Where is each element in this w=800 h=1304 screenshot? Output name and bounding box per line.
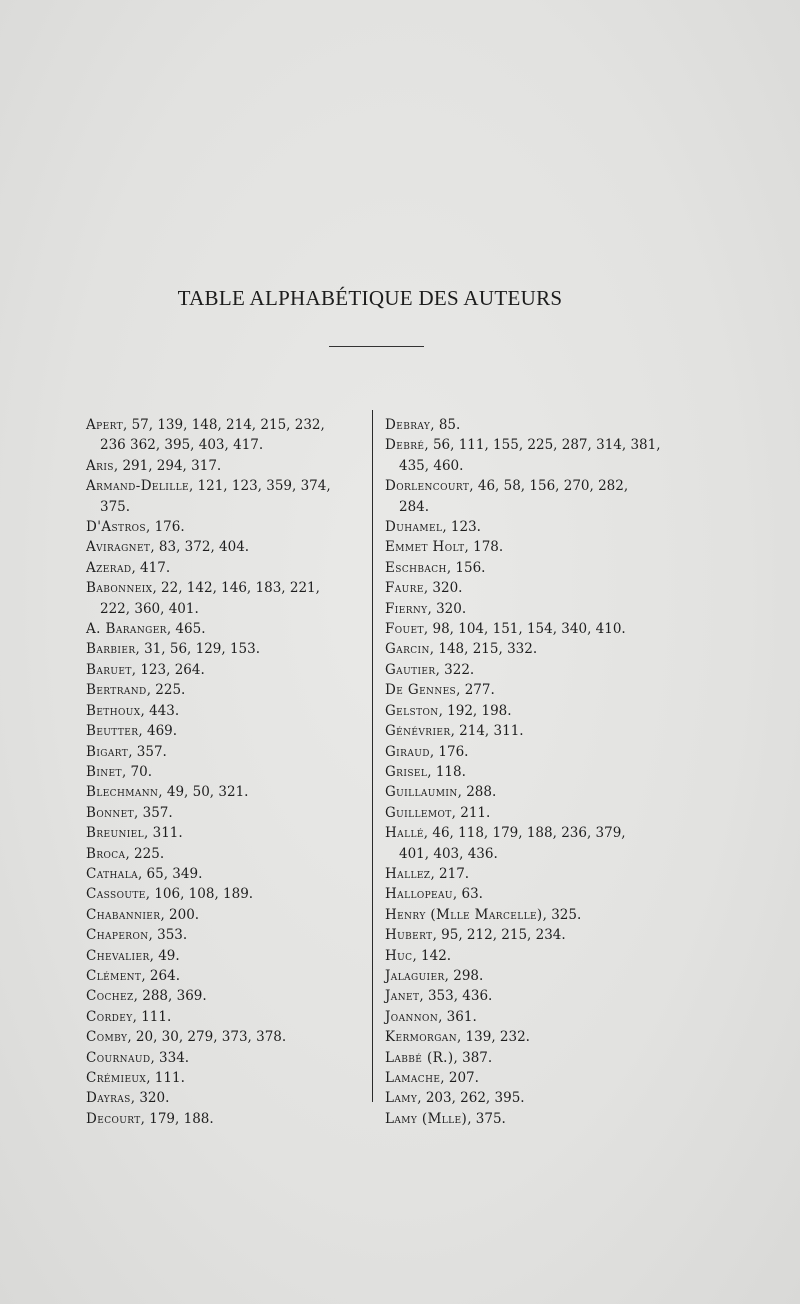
index-entry: [86, 823, 371, 843]
author-name: Aris: [86, 457, 114, 474]
page-refs: , 264.: [141, 967, 180, 984]
author-name: Jalaguier: [385, 967, 445, 984]
index-entry: [86, 517, 371, 537]
page-refs: , 291, 294, 317.: [113, 457, 222, 474]
index-entry: [385, 1088, 670, 1108]
author-name: Dorlencourt: [385, 478, 470, 495]
author-name: Debré: [385, 437, 425, 454]
author-name: Armand-Delille: [86, 478, 189, 495]
index-entry: [86, 1027, 371, 1047]
author-name: Faure: [385, 580, 424, 597]
entry-line: [86, 721, 371, 741]
page-refs: , 311.: [144, 825, 183, 842]
entry-line: [385, 1007, 670, 1027]
index-entry: [385, 762, 670, 782]
page-refs: , 139, 232.: [456, 1029, 530, 1046]
index-entry: [385, 415, 670, 435]
author-name: Henry (Mlle Marcelle): [385, 906, 543, 923]
page-refs: , 70.: [121, 763, 152, 780]
entry-line: [86, 803, 371, 823]
author-name: Labbé (R.): [385, 1049, 454, 1066]
entry-line: [86, 986, 371, 1006]
entry-line: [86, 456, 371, 476]
author-name: Cathala: [86, 865, 138, 882]
author-name: Janet: [385, 988, 420, 1005]
page-refs: , 288.: [457, 784, 497, 801]
page-refs: , 63.: [452, 886, 483, 903]
entry-line: [385, 803, 670, 823]
page-refs: , 357.: [128, 743, 167, 760]
entry-line: [385, 1109, 670, 1129]
index-entry: [385, 803, 670, 823]
index-entry: [86, 884, 371, 904]
page-refs: 401, 403, 436.: [399, 845, 498, 862]
page-refs: , 217.: [430, 865, 470, 882]
index-entry: [86, 864, 371, 884]
index-entry: [86, 742, 371, 762]
page-refs: , 322.: [435, 661, 475, 678]
page-refs: , 387.: [453, 1049, 493, 1066]
author-name: Beutter: [86, 723, 139, 740]
page-refs: , 211.: [451, 804, 491, 821]
page-refs: , 353.: [148, 927, 188, 944]
page-refs: , 56, 111, 155, 225, 287, 314, 381,: [424, 437, 661, 454]
entry-line: [385, 1027, 670, 1047]
index-entry: [86, 782, 371, 802]
author-name: Garcin: [385, 641, 430, 658]
page-refs: , 465.: [166, 621, 206, 638]
index-entry: [385, 680, 670, 700]
index-entry: [385, 639, 670, 659]
author-name: Baruet: [86, 661, 132, 678]
entry-line: [86, 925, 371, 945]
page-refs: , 176.: [429, 743, 469, 760]
index-entry: [86, 680, 371, 700]
author-name: De Gennes: [385, 682, 457, 699]
entry-continuation: [385, 456, 670, 476]
entry-line: [86, 1007, 371, 1027]
entry-line: [86, 905, 371, 925]
page-refs: , 46, 58, 156, 270, 282,: [469, 478, 629, 495]
index-entry: [86, 639, 371, 659]
index-entry: [385, 721, 670, 741]
entry-continuation: [385, 844, 670, 864]
page-refs: , 118.: [427, 763, 466, 780]
page-refs: , 357.: [134, 804, 173, 821]
entry-line: [385, 742, 670, 762]
author-name: Huc: [385, 947, 413, 964]
index-entry: [86, 1048, 371, 1068]
index-entry: [385, 1027, 670, 1047]
entry-line: [86, 742, 371, 762]
entry-line: [385, 925, 670, 945]
page-refs: , 46, 118, 179, 188, 236, 379,: [423, 825, 626, 842]
index-entry: [86, 803, 371, 823]
page-refs: , 443.: [140, 702, 180, 719]
author-name: Chabannier: [86, 906, 161, 923]
right-column: [385, 415, 670, 1129]
author-name: Hallopeau: [385, 886, 453, 903]
entry-line: [385, 639, 670, 659]
entry-line: [385, 701, 670, 721]
index-entry: [86, 762, 371, 782]
entry-line: [385, 823, 670, 843]
index-entry: [86, 925, 371, 945]
entry-line: [385, 517, 670, 537]
index-entry: [86, 1109, 371, 1129]
index-entry: [86, 456, 371, 476]
index-entry: [86, 1088, 371, 1108]
author-name: Cassoute: [86, 886, 146, 903]
author-name: Guillemot: [385, 804, 452, 821]
index-entry: [385, 537, 670, 557]
author-name: Bigart: [86, 743, 129, 760]
author-name: D'Astros: [86, 519, 146, 536]
index-entry: [385, 905, 670, 925]
author-name: Cochez: [86, 988, 134, 1005]
index-entry: [385, 1068, 670, 1088]
index-entry: [385, 823, 670, 864]
author-name: Clément: [86, 967, 142, 984]
author-name: Lamache: [385, 1070, 441, 1086]
page-title: TABLE ALPHABÉTIQUE DES AUTEURS: [177, 286, 563, 310]
index-entry: [385, 619, 670, 639]
entry-line: [86, 844, 371, 864]
page-refs: , 49.: [149, 947, 180, 964]
page-refs: 236 362, 395, 403, 417.: [100, 437, 264, 454]
page-refs: , 353, 436.: [419, 988, 493, 1005]
entry-line: [385, 966, 670, 986]
author-name: Apert: [86, 417, 123, 433]
index-entry: [86, 1068, 371, 1088]
author-name: Gelston: [385, 702, 439, 719]
index-entry: [86, 619, 371, 639]
entry-line: [86, 946, 371, 966]
index-entry: [86, 578, 371, 619]
page-refs: , 178.: [464, 539, 504, 556]
author-name: Debray: [385, 417, 431, 433]
entry-line: [86, 537, 371, 557]
author-name: Eschbach: [385, 559, 447, 576]
page-refs: , 277.: [456, 682, 495, 699]
author-name: Fouet: [385, 621, 424, 638]
entry-line: [385, 762, 670, 782]
page-refs: , 320.: [427, 600, 467, 617]
entry-line: [385, 1088, 670, 1108]
column-divider: [372, 410, 373, 1102]
index-entry: [385, 476, 670, 517]
author-name: Aviragnet: [86, 539, 151, 556]
page-refs: , 83, 372, 404.: [150, 539, 250, 556]
page-refs: , 176.: [145, 519, 185, 536]
entry-line: [385, 1068, 670, 1088]
index-entry: [385, 742, 670, 762]
entry-line: [86, 1109, 371, 1129]
entry-line: [385, 1048, 670, 1068]
page-refs: , 49, 50, 321.: [158, 784, 249, 801]
entry-line: [86, 578, 371, 598]
page-refs: , 361.: [438, 1008, 477, 1025]
page-refs: , 111.: [146, 1070, 185, 1086]
entry-line: [86, 884, 371, 904]
entry-line: [385, 578, 670, 598]
index-entry: [385, 864, 670, 884]
entry-line: [385, 435, 670, 455]
index-entry: [86, 905, 371, 925]
page-refs: , 320.: [130, 1090, 170, 1107]
page-refs: , 325.: [542, 906, 582, 923]
author-name: Binet: [86, 763, 122, 780]
entry-line: [385, 660, 670, 680]
entry-line: [86, 1068, 371, 1088]
index-entry: [86, 946, 371, 966]
author-name: Bonnet: [86, 804, 135, 821]
index-entry: [385, 599, 670, 619]
entry-line: [385, 537, 670, 557]
page-refs: , 31, 56, 129, 153.: [135, 641, 261, 658]
entry-line: [385, 864, 670, 884]
index-entry: [385, 966, 670, 986]
page-refs: , 207.: [440, 1070, 479, 1086]
index-entry: [385, 435, 670, 476]
entry-line: [86, 680, 371, 700]
page-refs: , 179, 188.: [140, 1110, 214, 1127]
entry-line: [385, 782, 670, 802]
entry-continuation: [385, 497, 670, 517]
author-name: Barbier: [86, 641, 136, 658]
entry-line: [385, 946, 670, 966]
page-refs: , 123, 264.: [131, 661, 205, 678]
index-entry: [86, 660, 371, 680]
author-name: Hallez: [385, 865, 431, 882]
entry-continuation: [86, 599, 371, 619]
index-entry: [385, 884, 670, 904]
author-name: Génévrier: [385, 723, 451, 740]
entry-line: [385, 415, 670, 435]
page-refs: , 123.: [442, 519, 481, 536]
page-refs: , 20, 30, 279, 373, 378.: [127, 1029, 287, 1046]
page-refs: 375.: [100, 498, 131, 515]
page-refs: , 469.: [138, 723, 178, 740]
entry-line: [86, 517, 371, 537]
entry-line: [86, 660, 371, 680]
index-entry: [385, 517, 670, 537]
author-name: Chevalier: [86, 947, 150, 964]
page-refs: , 57, 139, 148, 214, 215, 232,: [123, 417, 325, 433]
author-name: Lamy: [385, 1090, 418, 1107]
page-refs: , 156.: [446, 559, 486, 576]
author-name: Broca: [86, 845, 126, 862]
page-refs: , 95, 212, 215, 234.: [432, 927, 566, 944]
author-name: Crémieux: [86, 1070, 147, 1086]
entry-continuation: [86, 435, 371, 455]
page-refs: , 225.: [146, 682, 186, 699]
entry-line: [86, 619, 371, 639]
entry-line: [385, 680, 670, 700]
page-refs: , 142.: [412, 947, 452, 964]
index-entry: [86, 966, 371, 986]
entry-line: [86, 415, 371, 435]
page-refs: , 121, 123, 359, 374,: [188, 478, 331, 495]
author-name: A. Baranger: [86, 621, 167, 638]
page-refs: , 148, 215, 332.: [429, 641, 538, 658]
entry-line: [86, 1088, 371, 1108]
author-name: Kermorgan: [385, 1029, 457, 1046]
page-refs: 284.: [399, 498, 430, 515]
author-name: Dayras: [86, 1090, 131, 1107]
author-name: Lamy (Mlle): [385, 1110, 468, 1127]
author-name: Cournaud: [86, 1049, 151, 1066]
author-name: Grisel: [385, 763, 428, 780]
entry-line: [385, 905, 670, 925]
entry-line: [385, 558, 670, 578]
page-refs: , 288, 369.: [133, 988, 207, 1005]
author-name: Hubert: [385, 927, 433, 944]
author-name: Bethoux: [86, 702, 141, 719]
index-entry: [385, 1007, 670, 1027]
author-name: Guillaumin: [385, 784, 458, 801]
index-entry: [385, 660, 670, 680]
author-name: Hallé: [385, 825, 424, 842]
author-name: Chaperon: [86, 927, 149, 944]
entry-continuation: [86, 497, 371, 517]
author-name: Breuniel: [86, 825, 145, 842]
index-entry: [86, 1007, 371, 1027]
entry-line: [385, 599, 670, 619]
page-refs: , 65, 349.: [137, 865, 203, 882]
entry-line: [86, 762, 371, 782]
page-refs: , 298.: [444, 967, 484, 984]
page-refs: , 214, 311.: [450, 723, 524, 740]
page-refs: , 85.: [430, 417, 461, 433]
entry-line: [385, 721, 670, 741]
author-name: Joannon: [385, 1008, 439, 1025]
author-name: Cordey: [86, 1008, 133, 1025]
index-entry: [385, 782, 670, 802]
page-refs: , 320.: [423, 580, 463, 597]
author-name: Bertrand: [86, 682, 147, 699]
page-refs: , 106, 108, 189.: [145, 886, 254, 903]
index-entry: [86, 558, 371, 578]
index-entry: [385, 946, 670, 966]
author-name: Gautier: [385, 661, 436, 678]
page-refs: 222, 360, 401.: [100, 600, 199, 617]
left-column: [86, 415, 371, 1129]
index-entry: [86, 701, 371, 721]
entry-line: [86, 782, 371, 802]
index-entry: [86, 721, 371, 741]
page-refs: , 200.: [160, 906, 200, 923]
page-refs: , 111.: [132, 1008, 172, 1025]
entry-line: [86, 558, 371, 578]
index-entry: [385, 1048, 670, 1068]
entry-line: [86, 966, 371, 986]
index-entry: [385, 925, 670, 945]
author-name: Comby: [86, 1029, 128, 1046]
title-rule: [329, 346, 424, 347]
author-name: Babonneix: [86, 580, 153, 597]
index-entry: [385, 986, 670, 1006]
entry-line: [86, 864, 371, 884]
page-refs: , 417.: [131, 559, 171, 576]
page-refs: 435, 460.: [399, 457, 464, 474]
entry-line: [385, 476, 670, 496]
index-entry: [385, 558, 670, 578]
author-name: Blechmann: [86, 784, 159, 801]
page-refs: , 375.: [467, 1110, 506, 1127]
author-name: Decourt: [86, 1110, 141, 1127]
index-entry: [86, 844, 371, 864]
page-refs: , 98, 104, 151, 154, 340, 410.: [423, 621, 626, 638]
index-entry: [86, 537, 371, 557]
entry-line: [86, 1048, 371, 1068]
page-refs: , 203, 262, 395.: [417, 1090, 525, 1107]
index-entry: [385, 578, 670, 598]
entry-line: [86, 639, 371, 659]
author-name: Fierny: [385, 600, 428, 617]
entry-line: [86, 476, 371, 496]
index-entry: [385, 701, 670, 721]
index-entry: [86, 415, 371, 456]
entry-line: [385, 619, 670, 639]
page-refs: , 225.: [125, 845, 165, 862]
page-refs: , 334.: [150, 1049, 190, 1066]
index-entry: [385, 1109, 670, 1129]
page-refs: , 22, 142, 146, 183, 221,: [152, 580, 320, 597]
index-entry: [86, 476, 371, 517]
author-name: Emmet Holt: [385, 539, 465, 556]
entry-line: [385, 884, 670, 904]
author-name: Azerad: [86, 559, 132, 576]
entry-line: [86, 701, 371, 721]
entry-line: [385, 986, 670, 1006]
author-name: Duhamel: [385, 519, 443, 536]
author-name: Giraud: [385, 743, 430, 760]
page-refs: , 192, 198.: [438, 702, 512, 719]
index-entry: [86, 986, 371, 1006]
entry-line: [86, 823, 371, 843]
entry-line: [86, 1027, 371, 1047]
